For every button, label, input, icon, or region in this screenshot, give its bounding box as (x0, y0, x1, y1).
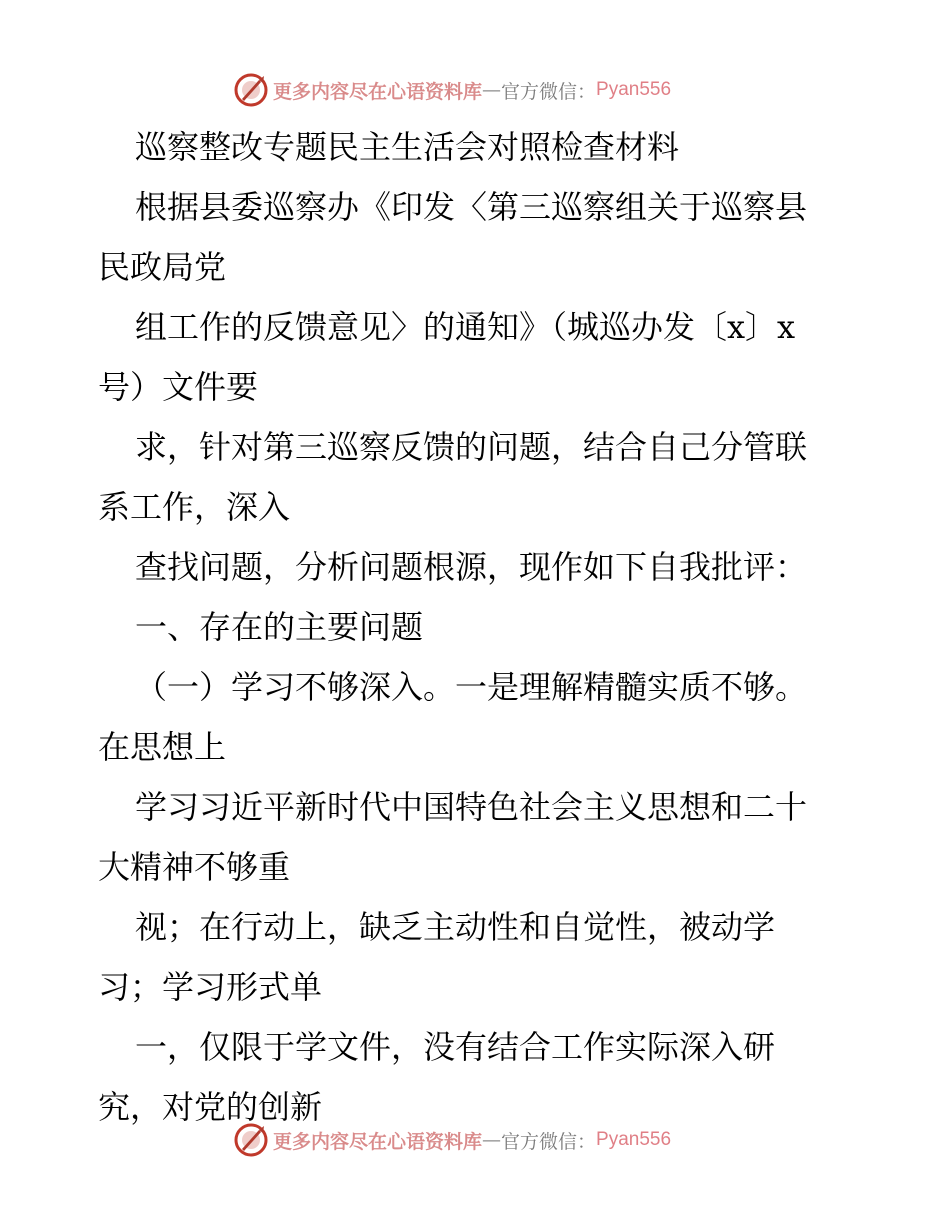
quill-logo-icon (233, 1122, 269, 1158)
document-line: （一）学习不够深入。一是理解精髓实质不够。 (135, 668, 808, 706)
document-line: 一，仅限于学文件，没有结合工作实际深入研 (135, 1028, 776, 1066)
document-line: 视；在行动上，缺乏主动性和自觉性，被动学 (135, 908, 776, 946)
watermark-lead-text: 更多内容尽在心语资料库 (273, 1130, 483, 1153)
watermark-lead-text: 更多内容尽在心语资料库 (273, 80, 483, 103)
watermark-wechat-handle: Pyan556 (596, 79, 672, 100)
document-line: 民政局党 (98, 248, 227, 286)
quill-logo-icon (233, 72, 269, 108)
document-line: 求，针对第三巡察反馈的问题，结合自己分管联 (135, 428, 808, 466)
document-body (98, 117, 858, 1137)
watermark-official-label: 官方微信： (501, 1130, 597, 1153)
document-line: 学习习近平新时代中国特色社会主义思想和二十 (135, 788, 808, 826)
document-line: 系工作，深入 (98, 488, 291, 526)
document-line: 巡察整改专题民主生活会对照检查材料 (135, 128, 680, 166)
watermark-footer (233, 1120, 671, 1160)
document-line: 查找问题，分析问题根源，现作如下自我批评： (135, 548, 808, 586)
document-line: 习；学习形式单 (98, 968, 323, 1006)
watermark-separator: — (482, 1129, 502, 1151)
document-line: 根据县委巡察办《印发〈第三巡察组关于巡察县 (135, 188, 808, 226)
watermark-official-label: 官方微信： (501, 80, 597, 103)
watermark-separator: — (482, 79, 502, 101)
document-line: 一、存在的主要问题 (135, 608, 424, 646)
document-line: 在思想上 (98, 728, 227, 766)
document-line: 号）文件要 (98, 368, 259, 406)
watermark-header (233, 70, 671, 110)
document-line: 究，对党的创新 (98, 1088, 323, 1126)
document-line: 组工作的反馈意见〉的通知》（城巡办发〔x〕x (135, 308, 796, 346)
watermark-wechat-handle: Pyan556 (596, 1129, 672, 1150)
document-line: 大精神不够重 (98, 848, 291, 886)
